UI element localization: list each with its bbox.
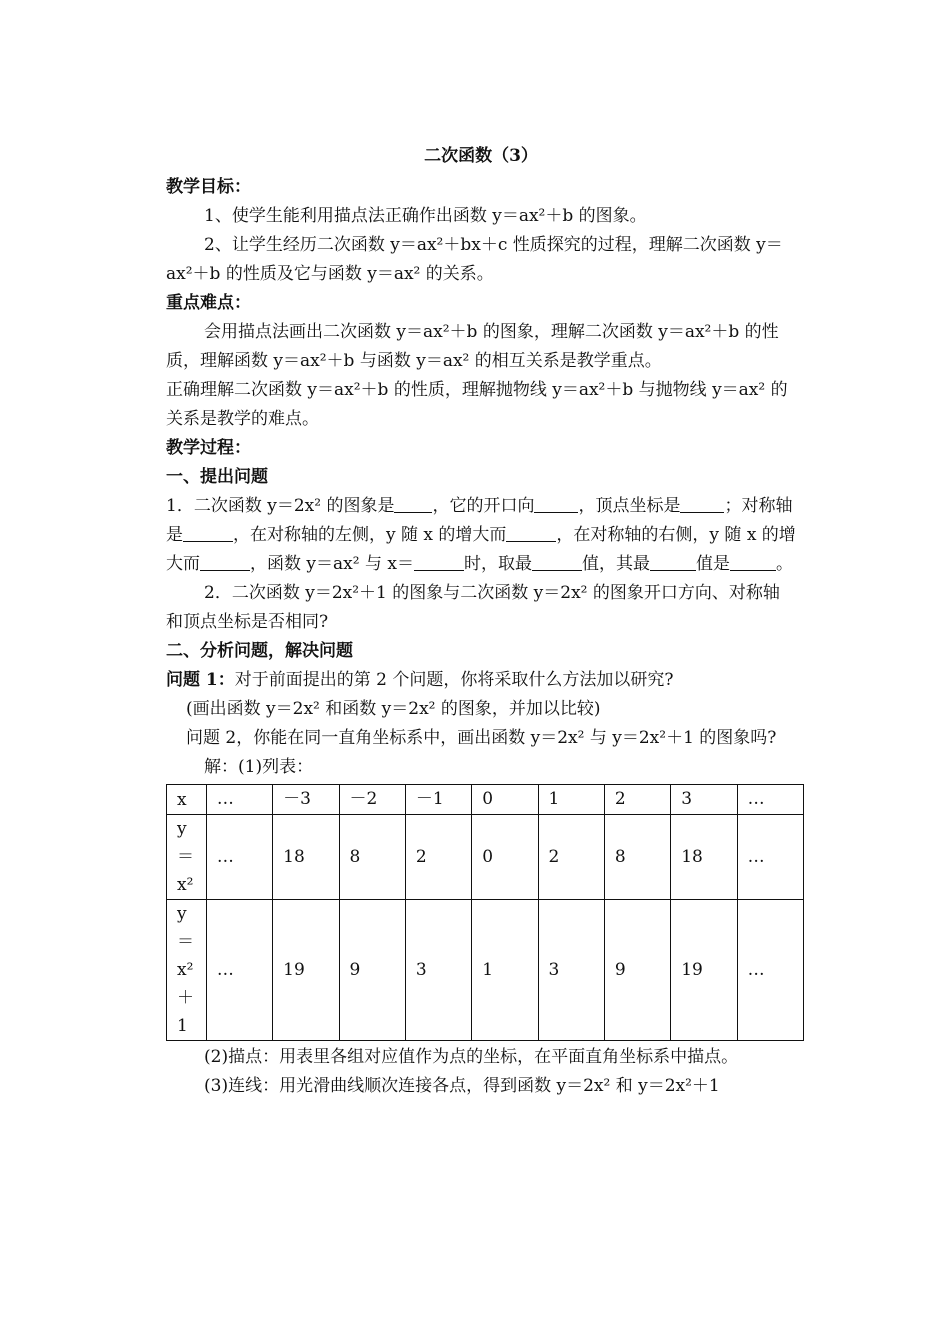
table-cell: 8 <box>339 815 405 900</box>
objective-item-2: 2、让学生经历二次函数 y＝ax²＋bx＋c 性质探究的过程，理解二次函数 y＝ax²＋b 的性质及它与函数 y＝ax² 的关系。 <box>166 235 783 284</box>
table-cell: … <box>206 900 272 1041</box>
process-heading: 教学过程： <box>166 438 251 458</box>
problem-1-hint: (画出函数 y＝2x² 和函数 y＝2x² 的图象，并加以比较) <box>186 699 601 719</box>
answer-blank[interactable] <box>394 494 432 513</box>
question-1 <box>166 492 796 579</box>
key-points-paragraph-2: 正确理解二次函数 y＝ax²＋b 的性质，理解抛物线 y＝ax²＋b 与抛物线 y＝ax² 的关系是教学的难点。 <box>166 380 788 429</box>
problem-1-label: 问题 1： <box>166 670 235 690</box>
table-row-y1 <box>167 815 804 900</box>
page-title: 二次函数（3） <box>424 146 538 166</box>
label-line: y <box>177 819 187 839</box>
section-2-heading: 二、分析问题，解决问题 <box>166 641 353 661</box>
table-row-y2 <box>167 900 804 1041</box>
table-cell: －2 <box>339 785 405 815</box>
table-cell: … <box>737 785 803 815</box>
key-points-paragraph-1: 会用描点法画出二次函数 y＝ax²＋b 的图象，理解二次函数 y＝ax²＋b 的性质，理解函数 y＝ax²＋b 与函数 y＝ax² 的相互关系是教学重点。 <box>166 322 779 371</box>
q1-text: ，它的开口向 <box>432 496 535 516</box>
answer-blank[interactable] <box>650 552 696 571</box>
table-header-y2 <box>167 900 207 1041</box>
table-cell: 9 <box>339 900 405 1041</box>
table-cell: 3 <box>538 900 604 1041</box>
table-cell: 8 <box>604 815 670 900</box>
table-cell: 2 <box>405 815 471 900</box>
table-cell: … <box>206 785 272 815</box>
label-line: 1 <box>177 1016 188 1036</box>
table-cell: 19 <box>273 900 339 1041</box>
table-cell: 0 <box>472 815 538 900</box>
question-2: 2．二次函数 y＝2x²＋1 的图象与二次函数 y＝2x² 的图象开口方向、对称轴和顶点坐标是否相同? <box>166 583 780 632</box>
problem-2: 问题 2，你能在同一直角坐标系中，画出函数 y＝2x² 与 y＝2x²＋1 的图象吗? <box>186 728 777 748</box>
label-line: x² <box>177 875 194 895</box>
answer-blank[interactable] <box>730 552 776 571</box>
table-row-x <box>167 785 804 815</box>
q1-text: 。 <box>775 554 793 574</box>
answer-blank[interactable] <box>680 494 724 513</box>
q1-text: ；对称轴是 <box>166 496 793 545</box>
table-cell: … <box>737 815 803 900</box>
q1-text: ，函数 y＝ax² 与 x＝ <box>250 554 414 574</box>
table-header-y1 <box>167 815 207 900</box>
table-cell: 0 <box>472 785 538 815</box>
table-cell: 18 <box>671 815 737 900</box>
table-cell: 9 <box>604 900 670 1041</box>
table-header-x: x <box>167 785 207 815</box>
objective-item-1: 1、使学生能利用描点法正确作出函数 y＝ax²＋b 的图象。 <box>204 206 647 226</box>
label-line: y <box>177 904 187 924</box>
q1-text: 值是 <box>695 554 730 574</box>
q1-text: 值，其最 <box>581 554 650 574</box>
key-points-heading: 重点难点： <box>166 293 251 313</box>
document-body <box>166 142 796 1101</box>
table-cell: 19 <box>671 900 737 1041</box>
solution-step-3: (3)连线：用光滑曲线顺次连接各点，得到函数 y＝2x² 和 y＝2x²＋1 <box>204 1076 720 1096</box>
answer-blank[interactable] <box>532 552 582 571</box>
answer-blank[interactable] <box>183 523 233 542</box>
label-line: ＋ <box>177 988 194 1008</box>
answer-blank[interactable] <box>200 552 250 571</box>
table-cell: 18 <box>273 815 339 900</box>
q1-text: 1．二次函数 y＝2x² 的图象是 <box>166 496 395 516</box>
label-line: ＝ <box>177 847 194 867</box>
table-cell: －1 <box>405 785 471 815</box>
answer-blank[interactable] <box>506 523 556 542</box>
q1-text: 时，取最 <box>463 554 532 574</box>
answer-blank[interactable] <box>534 494 578 513</box>
label-line: x² <box>177 960 194 980</box>
objectives-heading: 教学目标： <box>166 177 251 197</box>
q1-text: ，顶点坐标是 <box>578 496 681 516</box>
table-cell: －3 <box>273 785 339 815</box>
label-line: ＝ <box>177 932 194 952</box>
q1-text: ，在对称轴的右侧，y 随 x 的增大而 <box>166 525 796 574</box>
table-cell: 2 <box>538 815 604 900</box>
table-cell: 3 <box>405 900 471 1041</box>
value-table <box>166 784 804 1041</box>
table-cell: 3 <box>671 785 737 815</box>
section-1-heading: 一、提出问题 <box>166 467 268 487</box>
solution-step-1: 解：(1)列表： <box>204 757 314 777</box>
table-cell: 1 <box>538 785 604 815</box>
table-cell: … <box>737 900 803 1041</box>
table-cell: … <box>206 815 272 900</box>
problem-1-text: 对于前面提出的第 2 个问题，你将采取什么方法加以研究? <box>234 670 674 690</box>
answer-blank[interactable] <box>414 552 464 571</box>
table-cell: 1 <box>472 900 538 1041</box>
problem-1 <box>166 666 796 695</box>
table-cell: 2 <box>604 785 670 815</box>
q1-text: ，在对称轴的左侧，y 随 x 的增大而 <box>233 525 507 545</box>
solution-step-2: (2)描点：用表里各组对应值作为点的坐标，在平面直角坐标系中描点。 <box>204 1047 739 1067</box>
